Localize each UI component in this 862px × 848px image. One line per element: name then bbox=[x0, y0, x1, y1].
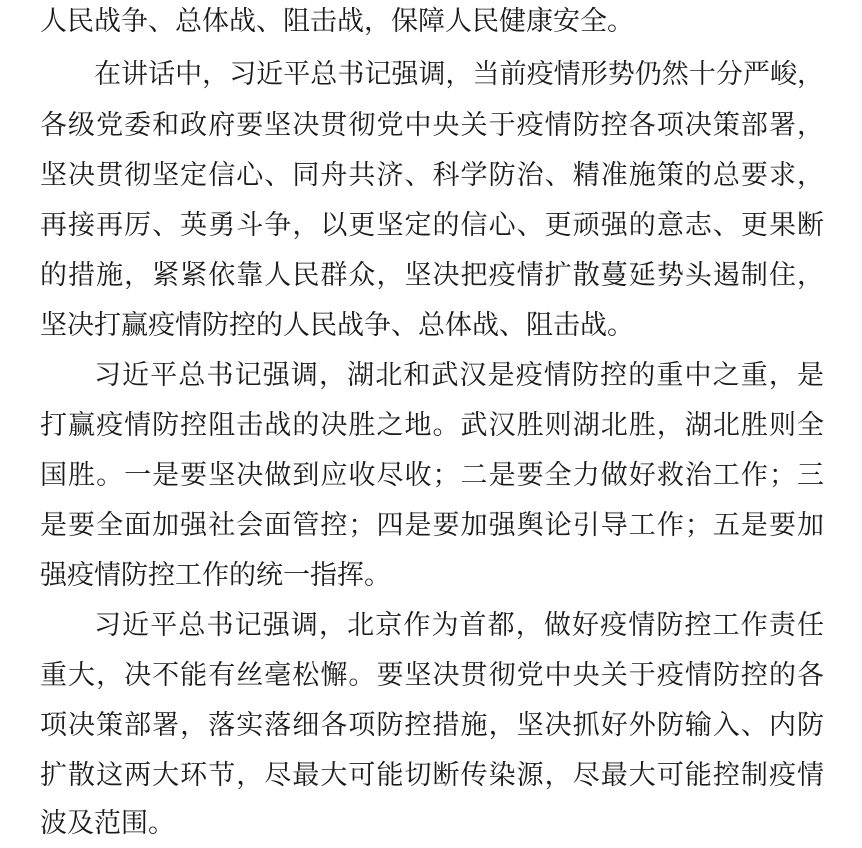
text-line: 习近平总书记强调，湖北和武汉是疫情防控的重中之重，是 bbox=[94, 360, 824, 391]
text-line: 人民战争、总体战、阻击战，保障人民健康安全。 bbox=[40, 6, 634, 37]
text-line: 国胜。一是要坚决做到应收尽收；二是要全力做好救治工作；三 bbox=[40, 460, 824, 491]
text-line: 坚决贯彻坚定信心、同舟共济、科学防治、精准施策的总要求， bbox=[40, 160, 824, 191]
text-line: 各级党委和政府要坚决贯彻党中央关于疫情防控各项决策部署， bbox=[40, 110, 824, 141]
text-line: 波及范围。 bbox=[40, 808, 175, 839]
text-line: 打赢疫情防控阻击战的决胜之地。武汉胜则湖北胜，湖北胜则全 bbox=[40, 410, 824, 441]
text-line: 坚决打赢疫情防控的人民战争、总体战、阻击战。 bbox=[40, 310, 634, 341]
text-line: 项决策部署，落实落细各项防控措施，坚决抓好外防输入、内防 bbox=[40, 710, 824, 741]
text-line: 习近平总书记强调，北京作为首都，做好疫情防控工作责任 bbox=[94, 610, 824, 641]
text-line: 在讲话中，习近平总书记强调，当前疫情形势仍然十分严峻， bbox=[94, 59, 824, 90]
text-line: 扩散这两大环节，尽最大可能切断传染源，尽最大可能控制疫情 bbox=[40, 760, 824, 791]
text-line: 再接再厉、英勇斗争，以更坚定的信心、更顽强的意志、更果断 bbox=[40, 210, 824, 241]
text-line: 强疫情防控工作的统一指挥。 bbox=[40, 560, 391, 591]
text-line: 是要全面加强社会面管控；四是要加强舆论引导工作；五是要加 bbox=[40, 510, 824, 541]
text-line: 重大，决不能有丝毫松懈。要坚决贯彻党中央关于疫情防控的各 bbox=[40, 660, 824, 691]
text-line: 的措施，紧紧依靠人民群众，坚决把疫情扩散蔓延势头遏制住， bbox=[40, 260, 824, 291]
